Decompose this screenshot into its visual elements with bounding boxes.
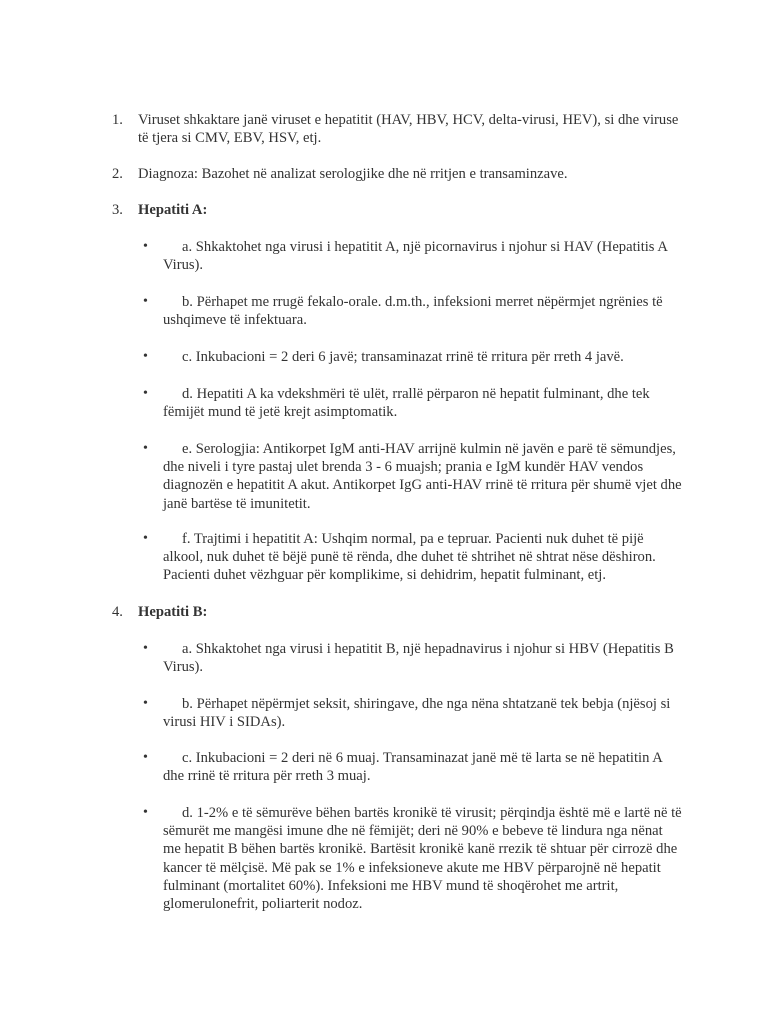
list-number: 1. — [112, 112, 123, 128]
bullet-text: f. Trajtimi i hepatitit A: Ushqim normal, pa e tepruar. Pacienti nuk duhet të pijë alkool, nuk duhet të bëjë punë të rënda, dhe duhet të shtrihet në shtrat nëse dëshiron. Pacienti duhet vëzhguar për komplikime, si dehidrim, hepatit fulminant, etj. — [163, 531, 656, 584]
bullet-item — [143, 348, 683, 366]
section-heading-hepatitis-b — [112, 603, 692, 621]
list-item-text: Diagnoza: Bazohet në analizat serologjike dhe në rritjen e transaminzave. — [138, 166, 568, 182]
bullet-icon: • — [143, 349, 148, 364]
bullet-item — [143, 749, 683, 785]
bullet-icon: • — [143, 531, 148, 546]
bullet-icon: • — [143, 696, 148, 711]
bullet-icon: • — [143, 805, 148, 820]
section-heading-hepatitis-a — [112, 201, 692, 219]
list-number: 2. — [112, 166, 123, 182]
bullet-text: b. Përhapet me rrugë fekalo-orale. d.m.th., infeksioni merret nëpërmjet ngrënies të ushqimeve të infektuara. — [163, 294, 663, 329]
bullet-text: a. Shkaktohet nga virusi i hepatitit A, një picornavirus i njohur si HAV (Hepatitis A Virus). — [163, 239, 668, 274]
bullet-text: a. Shkaktohet nga virusi i hepatitit B, një hepadnavirus i njohur si HBV (Hepatitis B Virus). — [163, 641, 674, 676]
bullet-item — [143, 640, 683, 676]
bullet-text: c. Inkubacioni = 2 deri 6 javë; transaminazat rrinë të rritura për rreth 4 javë. — [182, 349, 624, 365]
bullet-text: b. Përhapet nëpërmjet seksit, shiringave, dhe nga nëna shtatzanë tek bebja (njësoj si virusi HIV i SIDAs). — [163, 696, 671, 731]
bullet-text: d. Hepatiti A ka vdekshmëri të ulët, rrallë përparon në hepatit fulminant, dhe tek fëmijët mund të jetë krejt asimptomatik. — [163, 386, 650, 421]
bullet-item — [143, 695, 683, 731]
bullet-item — [143, 530, 683, 585]
bullet-icon: • — [143, 294, 148, 309]
bullet-icon: • — [143, 386, 148, 401]
bullet-item — [143, 293, 683, 329]
bullet-item — [143, 440, 683, 513]
list-item-viruses — [112, 111, 692, 147]
bullet-icon: • — [143, 441, 148, 456]
bullet-text: c. Inkubacioni = 2 deri në 6 muaj. Transaminazat janë më të larta se në hepatitin A dhe rrinë të rritura për rreth 3 muaj. — [163, 750, 662, 785]
bullet-item — [143, 238, 683, 274]
bullet-text: e. Serologjia: Antikorpet IgM anti-HAV arrijnë kulmin në javën e parë të sëmundjes, dhe niveli i tyre pastaj ulet brenda 3 - 6 muajsh; prania e IgM kundër HAV vendos diagnozën e hepatitit A akut. Antikorpet IgG anti-HAV rrinë të rritura për shumë vjet dhe janë bartëse të imunitetit. — [163, 441, 682, 512]
section-title: Hepatiti B: — [138, 604, 208, 620]
bullet-text: d. 1-2% e të sëmurëve bëhen bartës kronikë të virusit; përqindja është më e lartë në të sëmurët me mangësi imune dhe në fëmijët; deri në 90% e bebeve të lindura nga nënat me hepatit B bëhen bartës kronikë. Bartësit kronikë kanë rrezik të shtuar për cirrozë dhe kancer të mëlçisë. Më pak se 1% e infeksioneve akute me HBV përparojnë në hepatit fulminant (mortalitet 60%). Infeksioni me HBV mund të shoqërohet me artrit, glomerulonefrit, poliarterit nodoz. — [163, 805, 682, 913]
list-item-text: Viruset shkaktare janë viruset e hepatitit (HAV, HBV, HCV, delta-virusi, HEV), si dhe viruse të tjera si CMV, EBV, HSV, etj. — [138, 112, 679, 147]
list-number: 3. — [112, 202, 123, 218]
list-item-diagnosis — [112, 165, 692, 183]
bullet-icon: • — [143, 239, 148, 254]
bullet-item — [143, 385, 683, 421]
section-title: Hepatiti A: — [138, 202, 208, 218]
bullet-item — [143, 804, 683, 913]
bullet-icon: • — [143, 641, 148, 656]
bullet-icon: • — [143, 750, 148, 765]
list-number: 4. — [112, 604, 123, 620]
